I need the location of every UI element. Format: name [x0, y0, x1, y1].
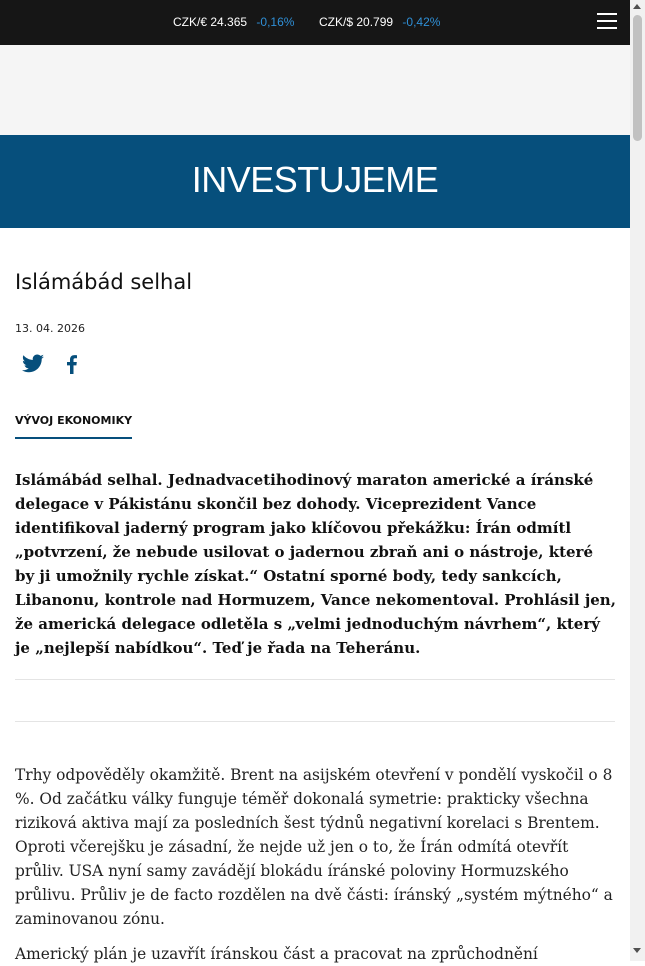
article-title: Islámábád selhal: [15, 270, 193, 294]
article-lead: Islámábád selhal. Jednadvacetihodinový maraton americké a íránské delegace v Pákistánu skončil bez dohody. Viceprezident Vance identifikoval jaderný program jako klíčovou překážku: Írán odmítl „potvrzení, že nebude usilovat o jadernou zbraň ani o nástroje, které by ji umožnily rychle získat.“ Ostatní sporné body, tedy sankcích, Libanonu, kontrole nad Hormuzem, Vance nekomentoval. Prohlásil jen, že americká delegace odletěla s „velmi jednoduchým návrhem“, který je „nejlepší nabídkou“. Teď je řada na Teheránu.: [15, 471, 616, 657]
scroll-up-arrow-icon[interactable]: [633, 4, 641, 9]
rate-eur-pair: CZK/€: [173, 15, 208, 29]
rate-usd-pair: CZK/$: [319, 15, 354, 29]
hamburger-menu-icon[interactable]: [597, 13, 617, 31]
rate-eur-change: -0,16%: [256, 15, 295, 29]
scrollbar[interactable]: [630, 0, 645, 961]
article-date: 13. 04. 2026: [15, 322, 85, 335]
rate-eur-value: 24.365: [210, 15, 248, 29]
ad-space: [0, 45, 630, 135]
top-bar: [0, 0, 630, 45]
facebook-icon[interactable]: [60, 352, 84, 376]
rate-usd-change: -0,42%: [402, 15, 441, 29]
scroll-down-arrow-icon[interactable]: [633, 948, 641, 953]
article-paragraph: Americký plán je uzavřít íránskou část a pracovat na zprůchodnění: [15, 945, 538, 963]
site-logo[interactable]: INVESTUJEME: [191, 159, 439, 200]
article-paragraph: Trhy odpověděly okamžitě. Brent na asijském otevření v pondělí vyskočil o 8 %. Od začátku války funguje téměř dokonalá symetrie: prakticky všechna riziková aktiva mají za posledních šest týdnů negativní korelaci s Brentem. Oproti včerejšku je zásadní, že nejde už jen o to, že Írán odmítá otevřít průliv. USA nyní samy zavádějí blokádu íránské poloviny Hormuzského průlivu. Průliv je de facto rozdělen na dvě části: íránský „systém mýtného“ a zaminovanou zónu.: [15, 766, 613, 928]
rate-eur: [173, 15, 294, 29]
category-tag[interactable]: VÝVOJ EKONOMIKY: [15, 414, 132, 439]
rate-usd-value: 20.799: [356, 15, 394, 29]
rate-usd: [319, 15, 440, 29]
twitter-icon[interactable]: [21, 352, 45, 376]
divider: [15, 721, 615, 722]
divider: [15, 679, 615, 680]
scrollbar-thumb[interactable]: [633, 15, 642, 141]
